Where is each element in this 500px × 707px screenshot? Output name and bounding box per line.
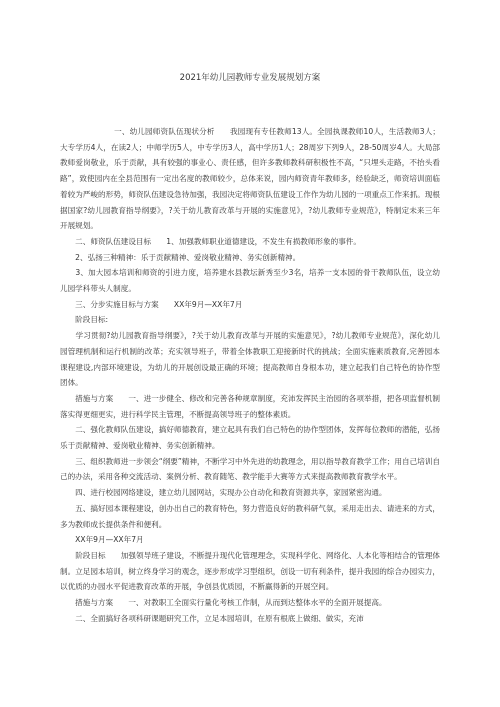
paragraph-measure-4: 四、进行校园网络建设，建立幼儿园网站，实现办公自动化和教育资源共享，家园紧密沟通。: [60, 488, 387, 498]
paragraph-goal-1: 二、师资队伍建设目标 1、加强教师职业道德建设，不发生有损教师形象的事件。: [60, 236, 361, 246]
paragraph-goal-3: 3、加大园本培训和师资的引进力度，培养建水县教坛新秀至少3名，培养一支本园的骨干教师队伍，设立幼儿园学科带头人制度。: [60, 268, 440, 294]
paragraph-stage-goal-text: 学习贯彻?幼儿园教育指导纲要》，?关于幼儿教育改革与开展的实施意见》，?幼儿教师专业规范》，深化幼儿园管理机制和运行机制的改革；充实领导班子，带着全体教职工迎接新时代的挑战；全面实施素质教育,完善园本课程建设,内部环境建设，为幼儿的开展创设最正确的环境；提高教师自身根本功，建立起我们自己特色的协作型团体。: [60, 331, 440, 388]
paragraph-phase-2-measure-2: 二、全面搞好各项科研课题研究工作，立足本园培训，在原有根底上做细、做实，充沛: [60, 613, 364, 623]
paragraph-measure-3: 三、组织教师进一步领会“纲要”精神，不断学习中外先进的幼教理念，用以指导教育教学工作；用自己培训自己的办法，采用各种交流活动、案例分析、教育随笔、教学能手大赛等方式来提高教师教育教学水平。: [60, 456, 440, 482]
paragraph-phase-2-heading: XX年9月—XX年7月: [60, 535, 144, 545]
paragraph-phase-heading: 三、分步实施目标与方案 XX年9月—XX年7月: [60, 299, 243, 309]
paragraph-goal-2: 2、弘扬三种精神：乐于贡献精神、爱岗敬业精神、务实创新精神。: [60, 252, 301, 262]
paragraph-phase-2-goal: 阶段目标 加强领导班子建设，不断提升现代化管理理念，实现科学化、网络化、人本化等相结合的管理体制。立足园本培训，树立终身学习的观念，逐步形成学习型组织，创设一切有利条件，提升我园的综合办园实力，以优质的办园水平促进教育改革的开展，争创县优质园，不断赢得新的开展空间。: [60, 550, 440, 592]
document-title: 2021年幼儿园教师专业发展规划方案: [179, 73, 321, 83]
document-body: [60, 124, 440, 627]
paragraph-measure-5: 五、搞好园本课程建设，创办出自己的教育特色，努力营造良好的教科研气氛，采用走出去、请进来的方式，多为教师成长提供条件和便利。: [60, 503, 440, 529]
paragraph-measure-1: 措施与方案 一、进一步健全、修改和完善各种规章制度，充沛发挥民主治园的各项举措，把各项监督机制落实得更细更实，进行科学民主管理，不断提高领导班子的整体素质。: [60, 393, 440, 419]
paragraph-phase-2-measure-1: 措施与方案 一、对教职工全面实行量化考核工作制，从而到达整体水平的全面开展提高。: [60, 598, 387, 608]
paragraph-staff-analysis: 一、幼儿园师资队伍现状分析 我园现有专任教师13人。全园执课教师10人，生活教师3人；大专学历4人，在读2人；中师学历5人，中专学历3人，高中学历1人；28周岁下列9人，28-50周岁4人。大局部教师爱岗敬业，乐于贡献，具有较强的事业心、责任感，但许多教师教科研积极性不高，“只埋头走路，不抬头看路”，致使园内在全县范围有一定出名度的教师较少，总体来说，园内师资青年教师多，经验缺乏，师资培训面临着较为严峻的形势，师资队伍建设急待加强，我园决定将师资队伍建设工作作为幼儿园的一项重点工作来抓。现根据国家?幼儿园教育指导纲要》，?关于幼儿教育改革与开展的实施意见》，?幼儿教师专业规范》，特制定未来三年开展规划。: [60, 127, 440, 231]
paragraph-measure-2: 二、强化教师队伍建设，搞好师德教育，建立起具有我们自己特色的协作型团体，发挥每位教师的潜能，弘扬乐于贡献精神、爱岗敬业精神、务实创新精神。: [60, 425, 440, 451]
paragraph-stage-goal-label: 阶段目标:: [60, 315, 109, 325]
